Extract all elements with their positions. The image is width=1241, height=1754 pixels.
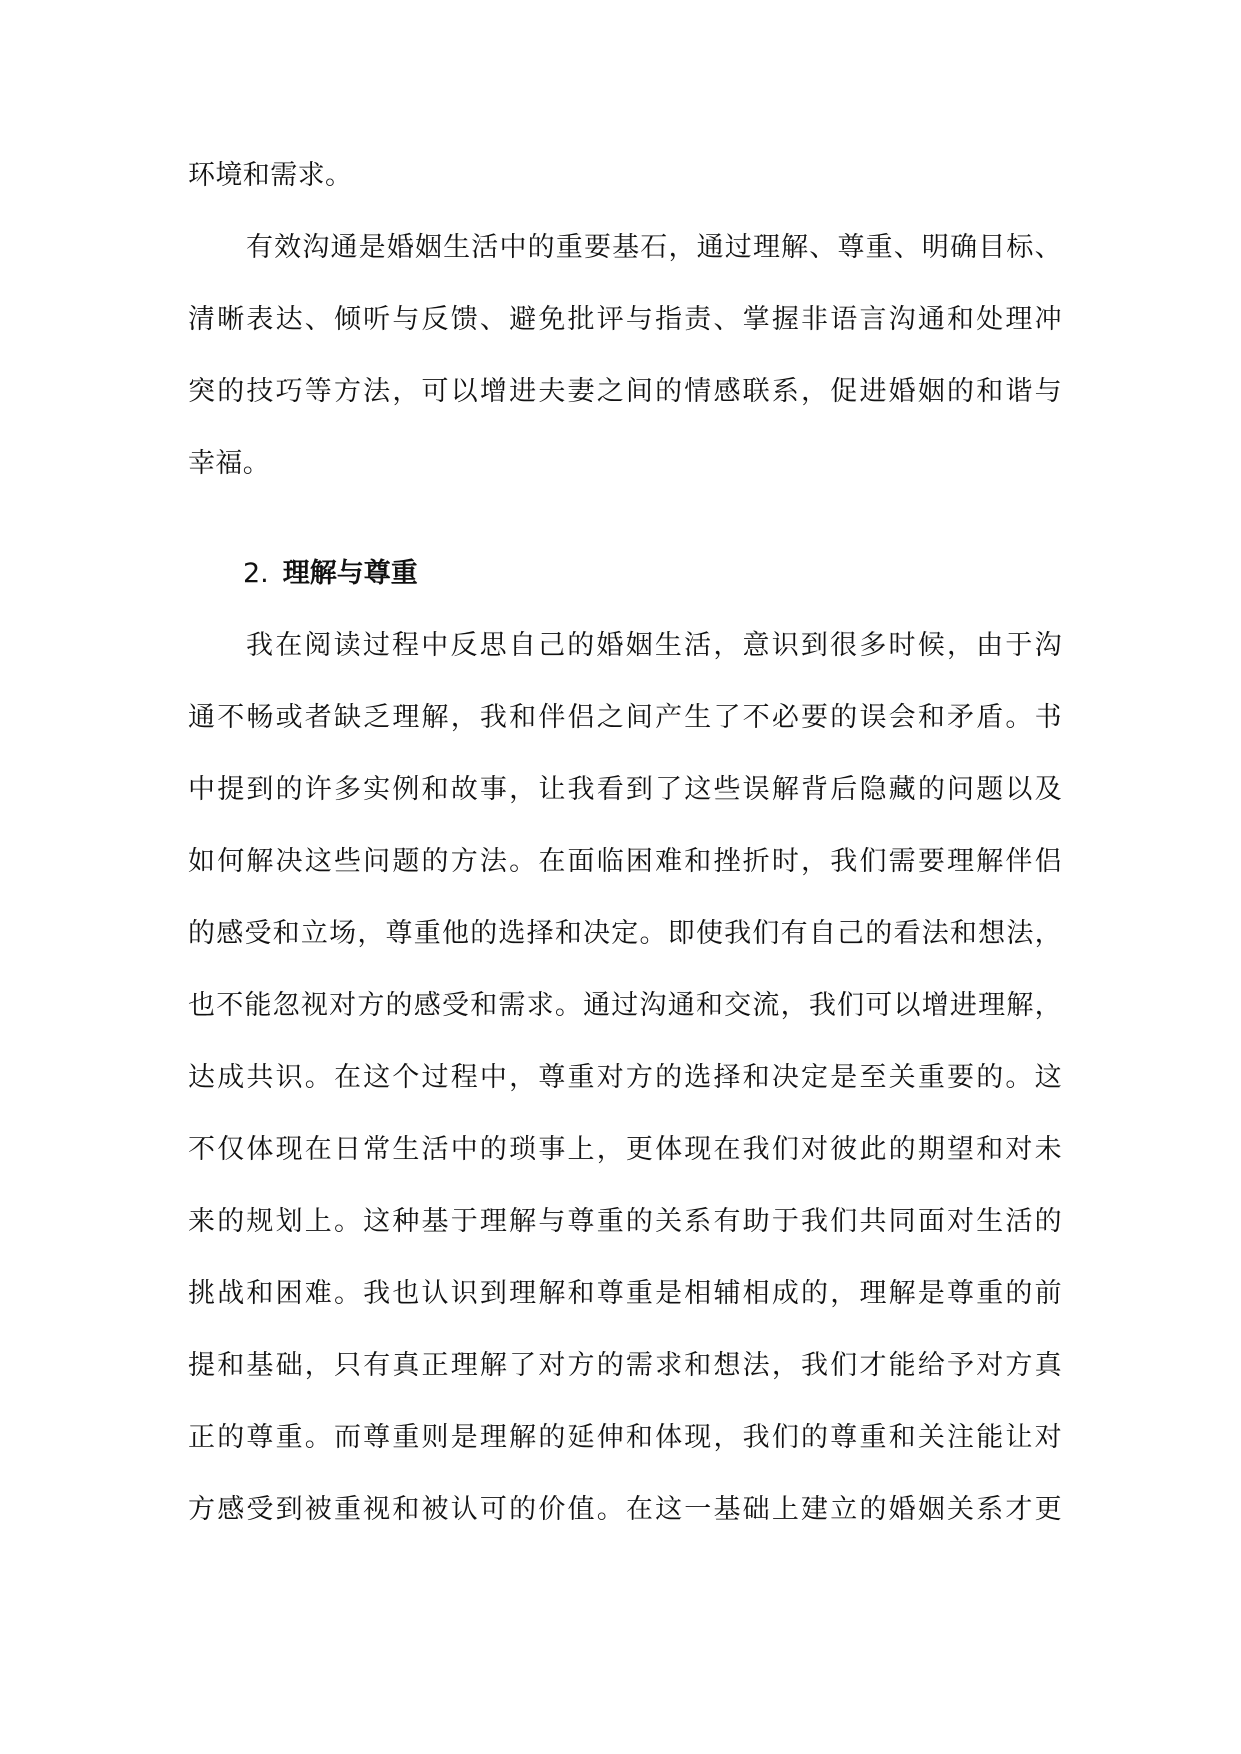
paragraph-line: 挑战和困难。我也认识到理解和尊重是相辅相成的，理解是尊重的前 (188, 1278, 1062, 1309)
paragraph-line: 突的技巧等方法，可以增进夫妻之间的情感联系，促进婚姻的和谐与 (188, 376, 1062, 407)
paragraph-line: 如何解决这些问题的方法。在面临困难和挫折时，我们需要理解伴侣 (188, 846, 1062, 877)
paragraph-line: 中提到的许多实例和故事，让我看到了这些误解背后隐藏的问题以及 (188, 774, 1062, 805)
paragraph-line: 有效沟通是婚姻生活中的重要基石，通过理解、尊重、明确目标、 (246, 232, 1062, 263)
section-number: 2. (243, 558, 269, 589)
paragraph-line: 提和基础，只有真正理解了对方的需求和想法，我们才能给予对方真 (188, 1350, 1062, 1381)
paragraph-line: 清晰表达、倾听与反馈、避免批评与指责、掌握非语言沟通和处理冲 (188, 304, 1062, 335)
paragraph-line: 也不能忽视对方的感受和需求。通过沟通和交流，我们可以增进理解， (188, 990, 1062, 1021)
paragraph-line: 的感受和立场，尊重他的选择和决定。即使我们有自己的看法和想法， (188, 918, 1062, 949)
paragraph-line: 来的规划上。这种基于理解与尊重的关系有助于我们共同面对生活的 (188, 1206, 1062, 1237)
paragraph-line: 通不畅或者缺乏理解，我和伴侣之间产生了不必要的误会和矛盾。书 (188, 702, 1062, 733)
paragraph-2 (188, 610, 1062, 1546)
paragraph-line: 我在阅读过程中反思自己的婚姻生活，意识到很多时候，由于沟 (246, 630, 1062, 661)
paragraph-line: 方感受到被重视和被认可的价值。在这一基础上建立的婚姻关系才更 (188, 1494, 1062, 1525)
paragraph-line: 不仅体现在日常生活中的琐事上，更体现在我们对彼此的期望和对未 (188, 1134, 1062, 1165)
paragraph-tail (188, 140, 1062, 212)
section-title: 理解与尊重 (282, 558, 418, 589)
text-column (188, 140, 1062, 1546)
paragraph-line: 幸福。 (188, 448, 271, 479)
paragraph-line: 达成共识。在这个过程中，尊重对方的选择和决定是至关重要的。这 (188, 1062, 1062, 1093)
section-heading (188, 538, 1062, 610)
paragraph-line: 环境和需求。 (188, 160, 353, 191)
paragraph-1 (188, 212, 1062, 500)
paragraph-line: 正的尊重。而尊重则是理解的延伸和体现，我们的尊重和关注能让对 (188, 1422, 1062, 1453)
